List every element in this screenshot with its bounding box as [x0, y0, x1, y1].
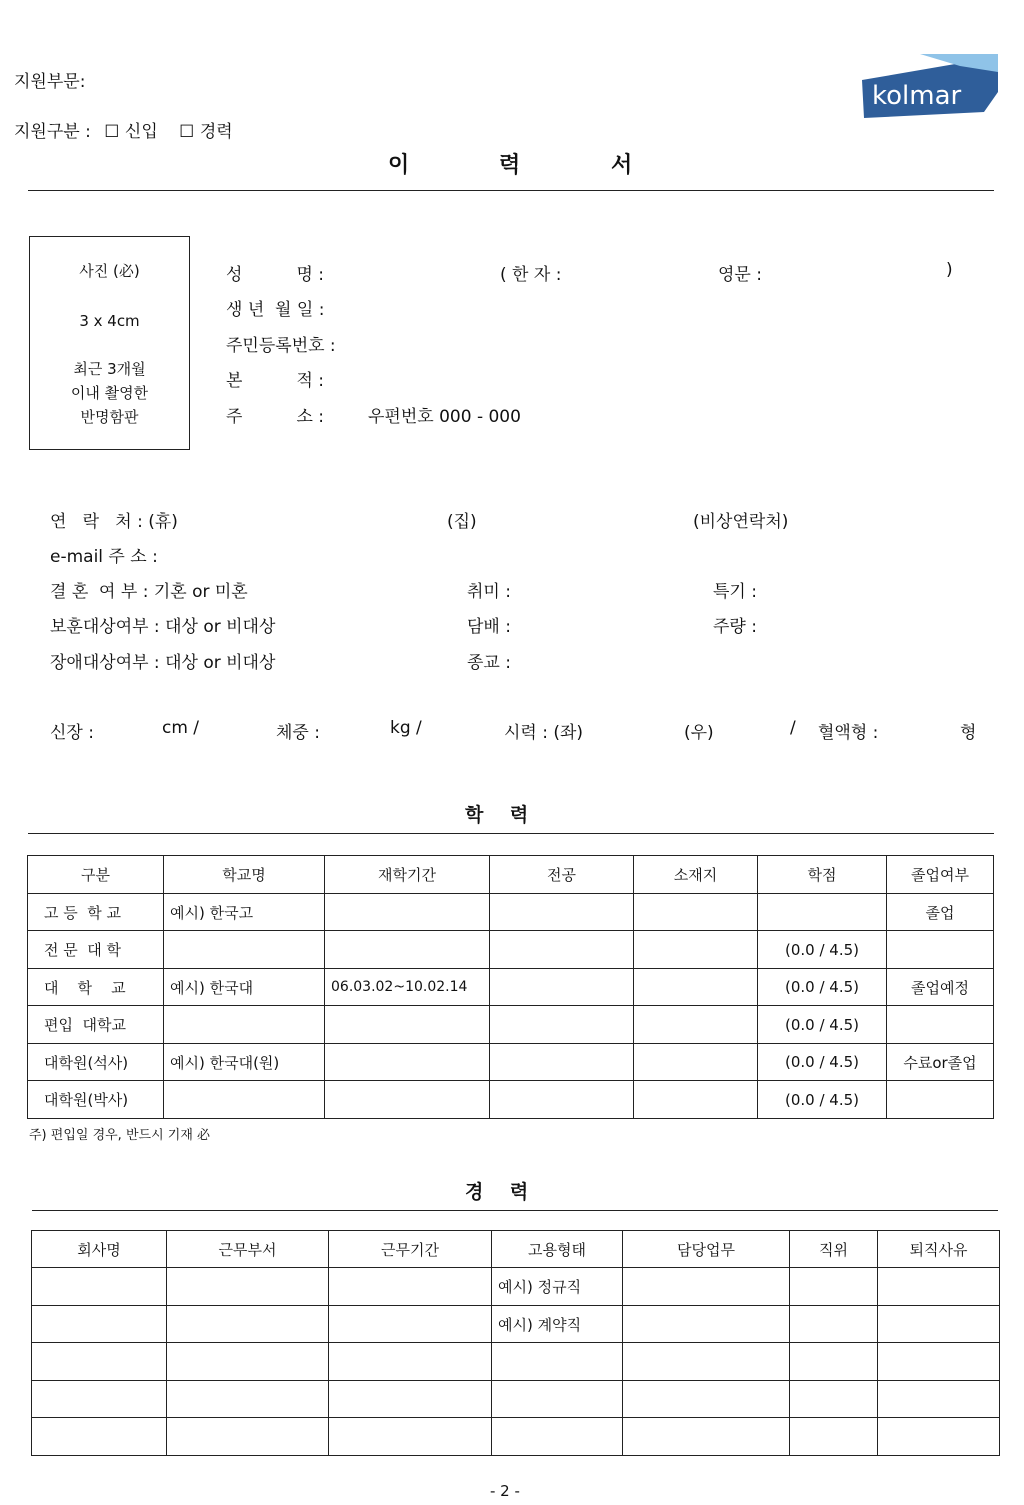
edu-graduation-cell[interactable]: 졸업	[887, 894, 994, 931]
career-company-cell[interactable]	[32, 1306, 167, 1343]
table-row	[28, 894, 994, 931]
edu-gpa-cell[interactable]: (0.0 / 4.5)	[758, 1081, 887, 1119]
edu-graduation-cell[interactable]	[887, 1081, 994, 1119]
english-label: 영문 :	[718, 265, 762, 285]
edu-col-period: 재학기간	[325, 856, 490, 894]
career-department-cell[interactable]	[167, 1418, 329, 1456]
career-col-employment-type: 고용형태	[492, 1231, 623, 1268]
career-type-cell[interactable]: 예시) 계약직	[492, 1306, 623, 1343]
edu-gpa-cell[interactable]: (0.0 / 4.5)	[758, 1044, 887, 1081]
kolmar-logo	[860, 52, 1000, 120]
edu-col-category: 구분	[28, 856, 164, 894]
option-new-label: 신입	[124, 122, 158, 142]
edu-school-cell[interactable]: 예시) 한국대(원)	[164, 1044, 325, 1081]
career-department-cell[interactable]	[167, 1381, 329, 1418]
career-duties-cell[interactable]	[623, 1381, 790, 1418]
table-row	[28, 1081, 994, 1119]
career-company-cell[interactable]	[32, 1268, 167, 1306]
edu-category-cell: 편입 대학교	[28, 1006, 164, 1044]
edu-category-cell: 고 등 학 교	[28, 894, 164, 931]
birth-label: 생 년 월 일 :	[226, 300, 325, 320]
checkbox-new[interactable]: ☐	[104, 122, 120, 142]
education-header-row	[28, 856, 994, 894]
edu-school-cell[interactable]	[164, 931, 325, 969]
career-position-cell[interactable]	[790, 1343, 878, 1381]
title-char-2: 력	[499, 153, 521, 178]
career-reason-cell[interactable]	[878, 1418, 1000, 1456]
vision-label: 시력 : (좌)	[504, 723, 584, 743]
edu-category-cell: 전 문 대 학	[28, 931, 164, 969]
career-header-row	[32, 1231, 1000, 1268]
table-row	[32, 1418, 1000, 1456]
career-period-cell[interactable]	[329, 1343, 492, 1381]
edu-period-cell[interactable]	[325, 1006, 490, 1044]
career-type-cell[interactable]	[492, 1381, 623, 1418]
edu-school-cell[interactable]: 예시) 한국고	[164, 894, 325, 931]
edu-category-cell: 대 학 교	[28, 969, 164, 1006]
origin-label: 본 적 :	[226, 371, 325, 391]
career-type-cell[interactable]	[492, 1343, 623, 1381]
edu-period-cell[interactable]: 06.03.02~10.02.14	[325, 969, 490, 1006]
edu-school-cell[interactable]: 예시) 한국대	[164, 969, 325, 1006]
career-col-company: 회사명	[32, 1231, 167, 1268]
edu-location-cell[interactable]	[634, 1044, 758, 1081]
education-note: 주) 편입일 경우, 반드시 기재 必	[29, 1128, 211, 1143]
veteran-label: 보훈대상여부 : 대상 or 비대상	[50, 617, 276, 637]
vision-right-label: (우)	[684, 723, 714, 743]
career-position-cell[interactable]	[790, 1306, 878, 1343]
table-row	[32, 1343, 1000, 1381]
checkbox-experienced[interactable]: ☐	[179, 122, 195, 142]
career-col-leave-reason: 퇴직사유	[878, 1231, 1000, 1268]
emergency-contact-label: (비상연락처)	[693, 512, 789, 532]
marriage-label: 결 혼 여 부 : 기혼 or 미혼	[50, 582, 248, 602]
edu-location-cell[interactable]	[634, 894, 758, 931]
career-type-cell[interactable]: 예시) 정규직	[492, 1268, 623, 1306]
edu-major-cell[interactable]	[490, 931, 634, 969]
edu-major-cell[interactable]	[490, 1044, 634, 1081]
table-row	[32, 1268, 1000, 1306]
hanja-label: ( 한 자 :	[500, 265, 562, 285]
title-char-3: 서	[611, 153, 633, 178]
edu-school-cell[interactable]	[164, 1006, 325, 1044]
career-reason-cell[interactable]	[878, 1343, 1000, 1381]
option-experienced-label: 경력	[199, 122, 233, 142]
edu-graduation-cell[interactable]: 수료or졸업	[887, 1044, 994, 1081]
edu-location-cell[interactable]	[634, 1081, 758, 1119]
title-char-1: 이	[388, 153, 410, 178]
edu-major-cell[interactable]	[490, 1081, 634, 1119]
title-divider	[28, 190, 994, 191]
phone-label: 연 락 처 : (휴)	[50, 512, 178, 532]
career-reason-cell[interactable]	[878, 1381, 1000, 1418]
career-reason-cell[interactable]	[878, 1306, 1000, 1343]
career-col-period: 근무기간	[329, 1231, 492, 1268]
photo-box[interactable]	[29, 236, 190, 450]
edu-category-cell: 대학원(박사)	[28, 1081, 164, 1119]
edu-gpa-cell[interactable]: (0.0 / 4.5)	[758, 969, 887, 1006]
education-divider	[28, 833, 994, 834]
career-period-cell[interactable]	[329, 1381, 492, 1418]
career-company-cell[interactable]	[32, 1418, 167, 1456]
skill-label: 특기 :	[713, 582, 757, 602]
separator-slash: /	[790, 718, 796, 738]
dept-label: 지원부문:	[14, 72, 86, 92]
edu-major-cell[interactable]	[490, 894, 634, 931]
rrn-label: 주민등록번호 :	[226, 336, 336, 356]
table-row	[32, 1306, 1000, 1343]
career-period-cell[interactable]	[329, 1418, 492, 1456]
religion-label: 종교 :	[467, 653, 511, 673]
address-value: 우편번호 000 - 000	[368, 407, 521, 427]
address-label: 주 소 :	[226, 407, 325, 427]
edu-major-cell[interactable]	[490, 969, 634, 1006]
page-number: - 2 -	[490, 1482, 520, 1500]
table-row	[32, 1381, 1000, 1418]
career-duties-cell[interactable]	[623, 1268, 790, 1306]
table-row	[28, 1006, 994, 1044]
weight-label: 체중 :	[276, 723, 320, 743]
table-row	[28, 1044, 994, 1081]
edu-period-cell[interactable]	[325, 894, 490, 931]
career-col-department: 근무부서	[167, 1231, 329, 1268]
career-department-cell[interactable]	[167, 1268, 329, 1306]
edu-location-cell[interactable]	[634, 931, 758, 969]
career-duties-cell[interactable]	[623, 1306, 790, 1343]
blood-type-suffix: 형	[960, 723, 977, 743]
career-period-cell[interactable]	[329, 1306, 492, 1343]
career-department-cell[interactable]	[167, 1306, 329, 1343]
career-col-position: 직위	[790, 1231, 878, 1268]
education-table	[27, 855, 994, 1119]
height-label: 신장 :	[50, 723, 94, 743]
career-department-cell[interactable]	[167, 1343, 329, 1381]
weight-unit: kg /	[390, 718, 422, 738]
edu-school-cell[interactable]	[164, 1081, 325, 1119]
edu-col-major: 전공	[490, 856, 634, 894]
blood-type-label: 혈액형 :	[818, 723, 879, 743]
career-period-cell[interactable]	[329, 1268, 492, 1306]
edu-col-graduation: 졸업여부	[887, 856, 994, 894]
type-label: 지원구분 :	[14, 122, 91, 142]
career-duties-cell[interactable]	[623, 1343, 790, 1381]
edu-gpa-cell[interactable]: (0.0 / 4.5)	[758, 931, 887, 969]
photo-line-2: 3 x 4cm	[79, 312, 140, 330]
home-phone-label: (집)	[447, 512, 477, 532]
close-paren: )	[946, 260, 953, 280]
photo-line-3: 최근 3개월	[73, 360, 146, 378]
edu-col-school: 학교명	[164, 856, 325, 894]
edu-col-location: 소재지	[634, 856, 758, 894]
career-duties-cell[interactable]	[623, 1418, 790, 1456]
email-label: e-mail 주 소 :	[50, 547, 158, 567]
career-divider	[32, 1210, 998, 1211]
edu-major-cell[interactable]	[490, 1006, 634, 1044]
edu-location-cell[interactable]	[634, 1006, 758, 1044]
table-row	[28, 969, 994, 1006]
edu-category-cell: 대학원(석사)	[28, 1044, 164, 1081]
photo-line-5: 반명함판	[80, 408, 139, 426]
drinking-label: 주량 :	[713, 617, 757, 637]
career-col-duties: 담당업무	[623, 1231, 790, 1268]
career-table	[31, 1230, 1000, 1456]
name-label: 성 명 :	[226, 265, 325, 285]
photo-line-4: 이내 촬영한	[70, 384, 149, 402]
height-unit: cm /	[162, 718, 200, 738]
edu-col-gpa: 학점	[758, 856, 887, 894]
edu-location-cell[interactable]	[634, 969, 758, 1006]
career-position-cell[interactable]	[790, 1418, 878, 1456]
logo-text: kolmar	[872, 81, 962, 111]
photo-line-1: 사진 (必)	[79, 262, 140, 280]
career-company-cell[interactable]	[32, 1343, 167, 1381]
career-title: 경 력	[465, 1181, 529, 1203]
career-type-cell[interactable]	[492, 1418, 623, 1456]
edu-graduation-cell[interactable]	[887, 931, 994, 969]
hobby-label: 취미 :	[467, 582, 511, 602]
smoking-label: 담배 :	[467, 617, 511, 637]
edu-graduation-cell[interactable]: 졸업예정	[887, 969, 994, 1006]
career-company-cell[interactable]	[32, 1381, 167, 1418]
application-type	[14, 117, 233, 142]
edu-period-cell[interactable]	[325, 1081, 490, 1119]
edu-gpa-cell[interactable]	[758, 894, 887, 931]
table-row	[28, 931, 994, 969]
education-title: 학 력	[465, 804, 529, 826]
career-reason-cell[interactable]	[878, 1268, 1000, 1306]
edu-gpa-cell[interactable]: (0.0 / 4.5)	[758, 1006, 887, 1044]
career-position-cell[interactable]	[790, 1381, 878, 1418]
edu-period-cell[interactable]	[325, 1044, 490, 1081]
career-position-cell[interactable]	[790, 1268, 878, 1306]
edu-period-cell[interactable]	[325, 931, 490, 969]
edu-graduation-cell[interactable]	[887, 1006, 994, 1044]
disability-label: 장애대상여부 : 대상 or 비대상	[50, 653, 276, 673]
